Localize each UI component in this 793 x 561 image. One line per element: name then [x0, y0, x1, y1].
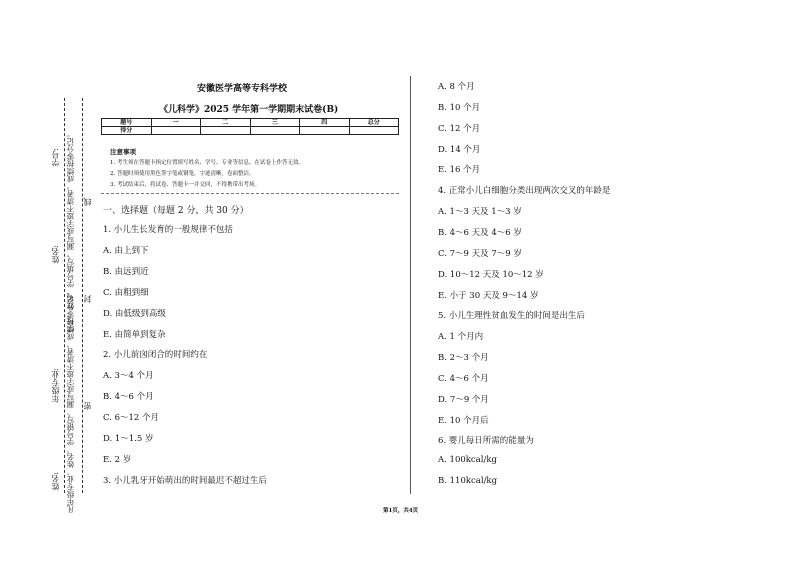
answer-option: C. 6～12 个月	[103, 413, 160, 424]
question-stem: 3. 小儿乳牙开始萌出的时间最迟不超过生后	[103, 475, 267, 486]
exam-title: 《儿科学》2025 学年第一学期期末试卷(B)	[159, 105, 339, 115]
question-stem: 1. 小儿生长发育的一般规律不包括	[103, 225, 233, 235]
answer-option: D. 10～12 天及 10～12 岁	[438, 269, 544, 280]
answer-option: D. 14 个月	[438, 144, 481, 155]
section-divider	[101, 193, 399, 194]
answer-option: D. 由低级到高级	[103, 308, 166, 319]
answer-option: B. 10 个月	[438, 102, 481, 113]
question-stem: 5. 小儿生理性贫血发生的时间是出生后	[438, 311, 585, 322]
name-label: 姓名:	[51, 245, 60, 264]
seal-mark-feng: 封	[83, 295, 92, 303]
answer-option: B. 2～3 个月	[438, 353, 489, 364]
score-table-cell: 二	[201, 119, 251, 127]
school-name: 安徽医学高等专科学校	[197, 84, 288, 94]
answer-option: B. 4～6 天及 4～6 岁	[438, 227, 522, 238]
column-divider	[410, 76, 411, 494]
score-table-cell: 总分	[349, 119, 399, 127]
score-table-cell	[201, 127, 251, 135]
school-name-label: 姓名:	[51, 472, 60, 491]
answer-option: C. 12 个月	[438, 123, 481, 134]
answer-option: A. 3～4 个月	[103, 371, 154, 382]
answer-option: A. 8 个月	[438, 82, 475, 92]
answer-option: B. 由远到近	[103, 266, 149, 277]
binding-dashed-line-outer	[64, 98, 65, 493]
score-table-header-row	[102, 119, 399, 127]
answer-option: A. 1～3 天及 1～3 岁	[438, 207, 522, 218]
score-table-cell	[349, 127, 399, 135]
answer-option: E. 16 个月	[438, 165, 481, 176]
question-stem: 2. 小儿前囟闭合的时间约在	[103, 350, 208, 361]
answer-option: B. 4～6 个月	[103, 392, 154, 403]
score-table-score-row	[102, 127, 399, 135]
notice-item: 1. 考生须在答题卡指定位置填写姓名、学号、专业等信息，在试卷上作答无效。	[110, 160, 304, 166]
score-table	[101, 118, 399, 135]
notice-heading: 注意事项	[110, 148, 136, 156]
score-table-cell	[250, 127, 300, 135]
seal-mark-xian: 线	[83, 198, 92, 206]
major-label: 年级专业:	[51, 368, 60, 403]
answer-option: A. 由上到下	[103, 245, 149, 256]
score-table-cell: 得分	[102, 127, 152, 135]
section-heading: 一、选择题（每题 2 分，共 30 分）	[103, 206, 249, 216]
answer-option: E. 由简单到复杂	[103, 329, 166, 340]
notice-item: 2. 答题时须使用黑色签字笔或钢笔，字迹清晰，卷面整洁。	[110, 171, 255, 177]
answer-option: E. 2 岁	[103, 454, 132, 465]
score-table-cell	[300, 127, 350, 135]
answer-option: D. 1～1.5 岁	[103, 434, 154, 444]
notice-item: 3. 考试结束后，将试卷、答题卡一并交回，不得携带出考场。	[110, 182, 260, 188]
answer-option: A. 100kcal/kg	[438, 455, 497, 466]
score-table-cell	[151, 127, 201, 135]
score-table-cell: 四	[300, 119, 350, 127]
question-stem: 6. 婴儿每日所需的能量为	[438, 436, 534, 447]
student-id-label: 学号:	[51, 148, 60, 167]
answer-option: C. 由粗到细	[103, 287, 149, 298]
seal-notice-1: 学号、姓名、学号填写，漏写或字迹不清者，成绩按零分记。	[66, 130, 75, 333]
answer-option: B. 110kcal/kg	[438, 476, 498, 487]
answer-option: C. 7～9 天及 7～9 岁	[438, 248, 522, 259]
seal-mark-mi: 密	[83, 402, 92, 410]
answer-option: E. 小于 30 天及 9～14 岁	[438, 290, 539, 301]
answer-option: A. 1 个月内	[438, 332, 484, 343]
question-stem: 4. 正常小儿白细胞分类出现两次交叉的年龄是	[438, 186, 611, 197]
answer-option: C. 4～6 个月	[438, 373, 489, 384]
page-number: 第1页，共4页	[383, 508, 419, 514]
answer-option: D. 7～9 个月	[438, 394, 489, 405]
seal-notice-2: 凡年级专业、姓名、学号错写、漏写或字迹不清者，成绩按零分记。	[66, 288, 75, 513]
score-table-cell: 一	[151, 119, 201, 127]
answer-option: E. 10 个月后	[438, 415, 489, 426]
score-table-cell: 题号	[102, 119, 152, 127]
score-table-cell: 三	[250, 119, 300, 127]
